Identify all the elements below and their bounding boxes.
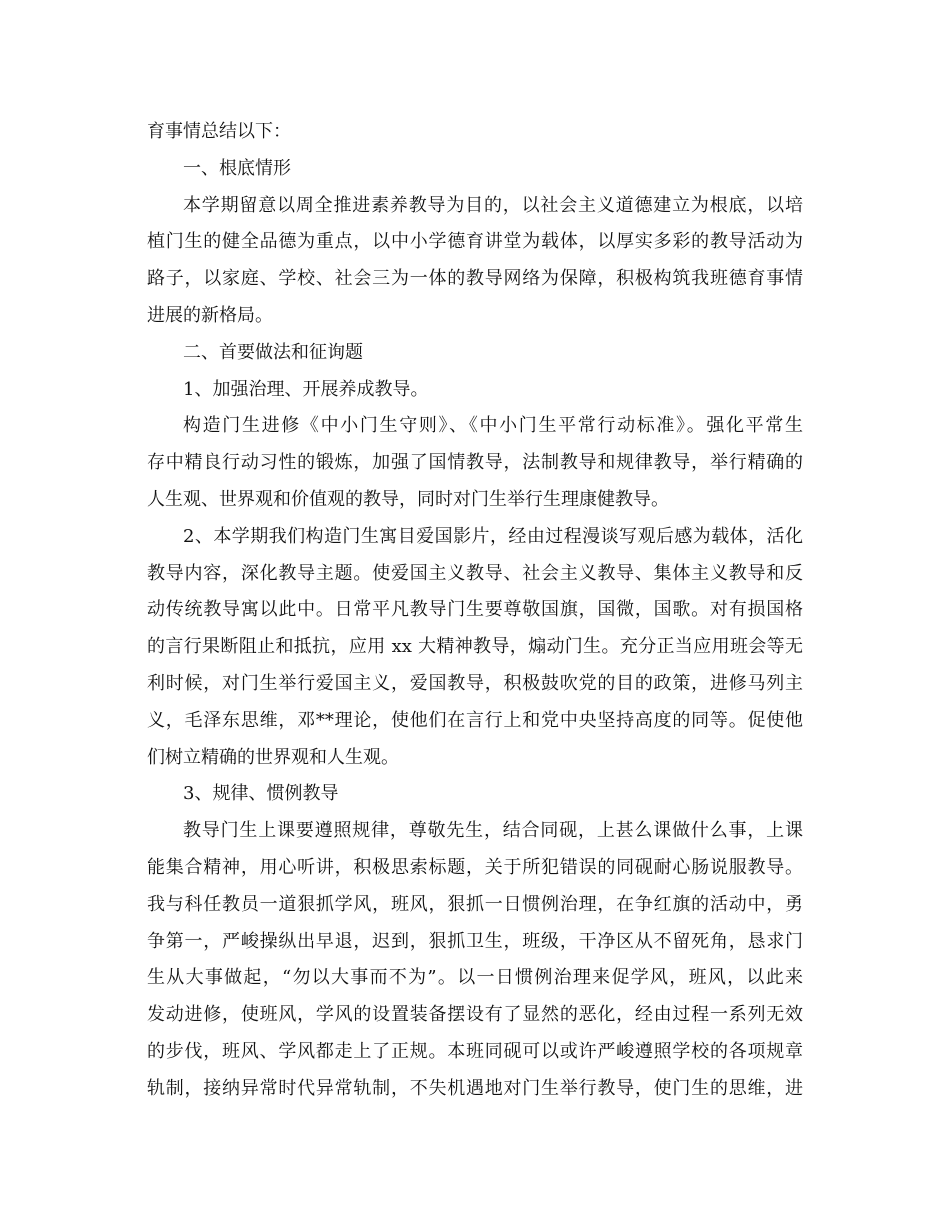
text-line: 动传统教导寓以此中。日常平凡教导门生要尊敬国旗，国微，国歌。对有损国格 <box>147 599 803 621</box>
text-line: 能集合精神，用心听讲，积极思索标题，关于所犯错误的同砚耐心肠说服教导。 <box>147 856 803 878</box>
text-line: 进展的新格局。 <box>147 304 273 326</box>
text-line: 利时候，对门生举行爱国主义，爱国教导，积极鼓吹党的目的政策，进修马列主 <box>147 672 803 694</box>
text-line: 的言行果断阻止和抵抗，应用 xx 大精神教导，煽动门生。充分正当应用班会等无 <box>147 636 803 658</box>
text-line: 植门生的健全品德为重点，以中小学德育讲堂为载体，以厚实多彩的教导活动为 <box>147 231 803 253</box>
text-line: 一、根底情形 <box>183 157 291 179</box>
text-line: 的步伐，班风、学风都走上了正规。本班同砚可以或许严峻遵照学校的各项规章 <box>147 1040 803 1062</box>
text-line: 育事情总结以下： <box>147 121 291 142</box>
text-line: 构造门生进修《中小门生守则》、《中小门生平常行动标准》。强化平常生 <box>183 415 803 437</box>
document-body <box>147 114 803 1108</box>
text-line: 二、首要做法和征询题 <box>183 341 363 363</box>
text-line: 路子，以家庭、学校、社会三为一体的教导网络为保障，积极构筑我班德育事情 <box>147 268 803 290</box>
text-line: 争第一，严峻操纵出早退，迟到，狠抓卫生，班级，干净区从不留死角，恳求门 <box>147 930 803 952</box>
text-line: 本学期留意以周全推进素养教导为目的，以社会主义道德建立为根底，以培 <box>183 194 803 216</box>
text-line: 义，毛泽东思维，邓**理论，使他们在言行上和党中央坚持高度的同等。促使他 <box>147 709 803 731</box>
text-line: 3、规律、惯例教导 <box>183 783 339 805</box>
text-line: 存中精良行动习性的锻炼，加强了国情教导，法制教导和规律教导，举行精确的 <box>147 452 803 474</box>
text-line: 生从大事做起，“勿以大事而不为”。以一日惯例治理来促学风，班风，以此来 <box>147 967 803 989</box>
text-line: 1、加强治理、开展养成教导。 <box>183 378 429 400</box>
text-line: 教导门生上课要遵照规律，尊敬先生，结合同砚，上甚么课做什么事，上课 <box>183 820 803 842</box>
text-line: 们树立精确的世界观和人生观。 <box>147 746 399 768</box>
text-line: 2、本学期我们构造门生寓目爱国影片，经由过程漫谈写观后感为载体，活化 <box>183 525 803 547</box>
text-line: 我与科任教员一道狠抓学风，班风，狠抓一日惯例治理，在争红旗的活动中，勇 <box>147 893 803 915</box>
text-line: 轨制，接纳异常时代异常轨制，不失机遇地对门生举行教导，使门生的思维，进 <box>147 1077 803 1099</box>
text-line: 发动进修，使班风，学风的设置装备摆设有了显然的恶化，经由过程一系列无效 <box>147 1004 803 1026</box>
text-line: 人生观、世界观和价值观的教导，同时对门生举行生理康健教导。 <box>147 488 669 510</box>
text-line: 教导内容，深化教导主题。使爱国主义教导、社会主义教导、集体主义教导和反 <box>147 562 803 584</box>
